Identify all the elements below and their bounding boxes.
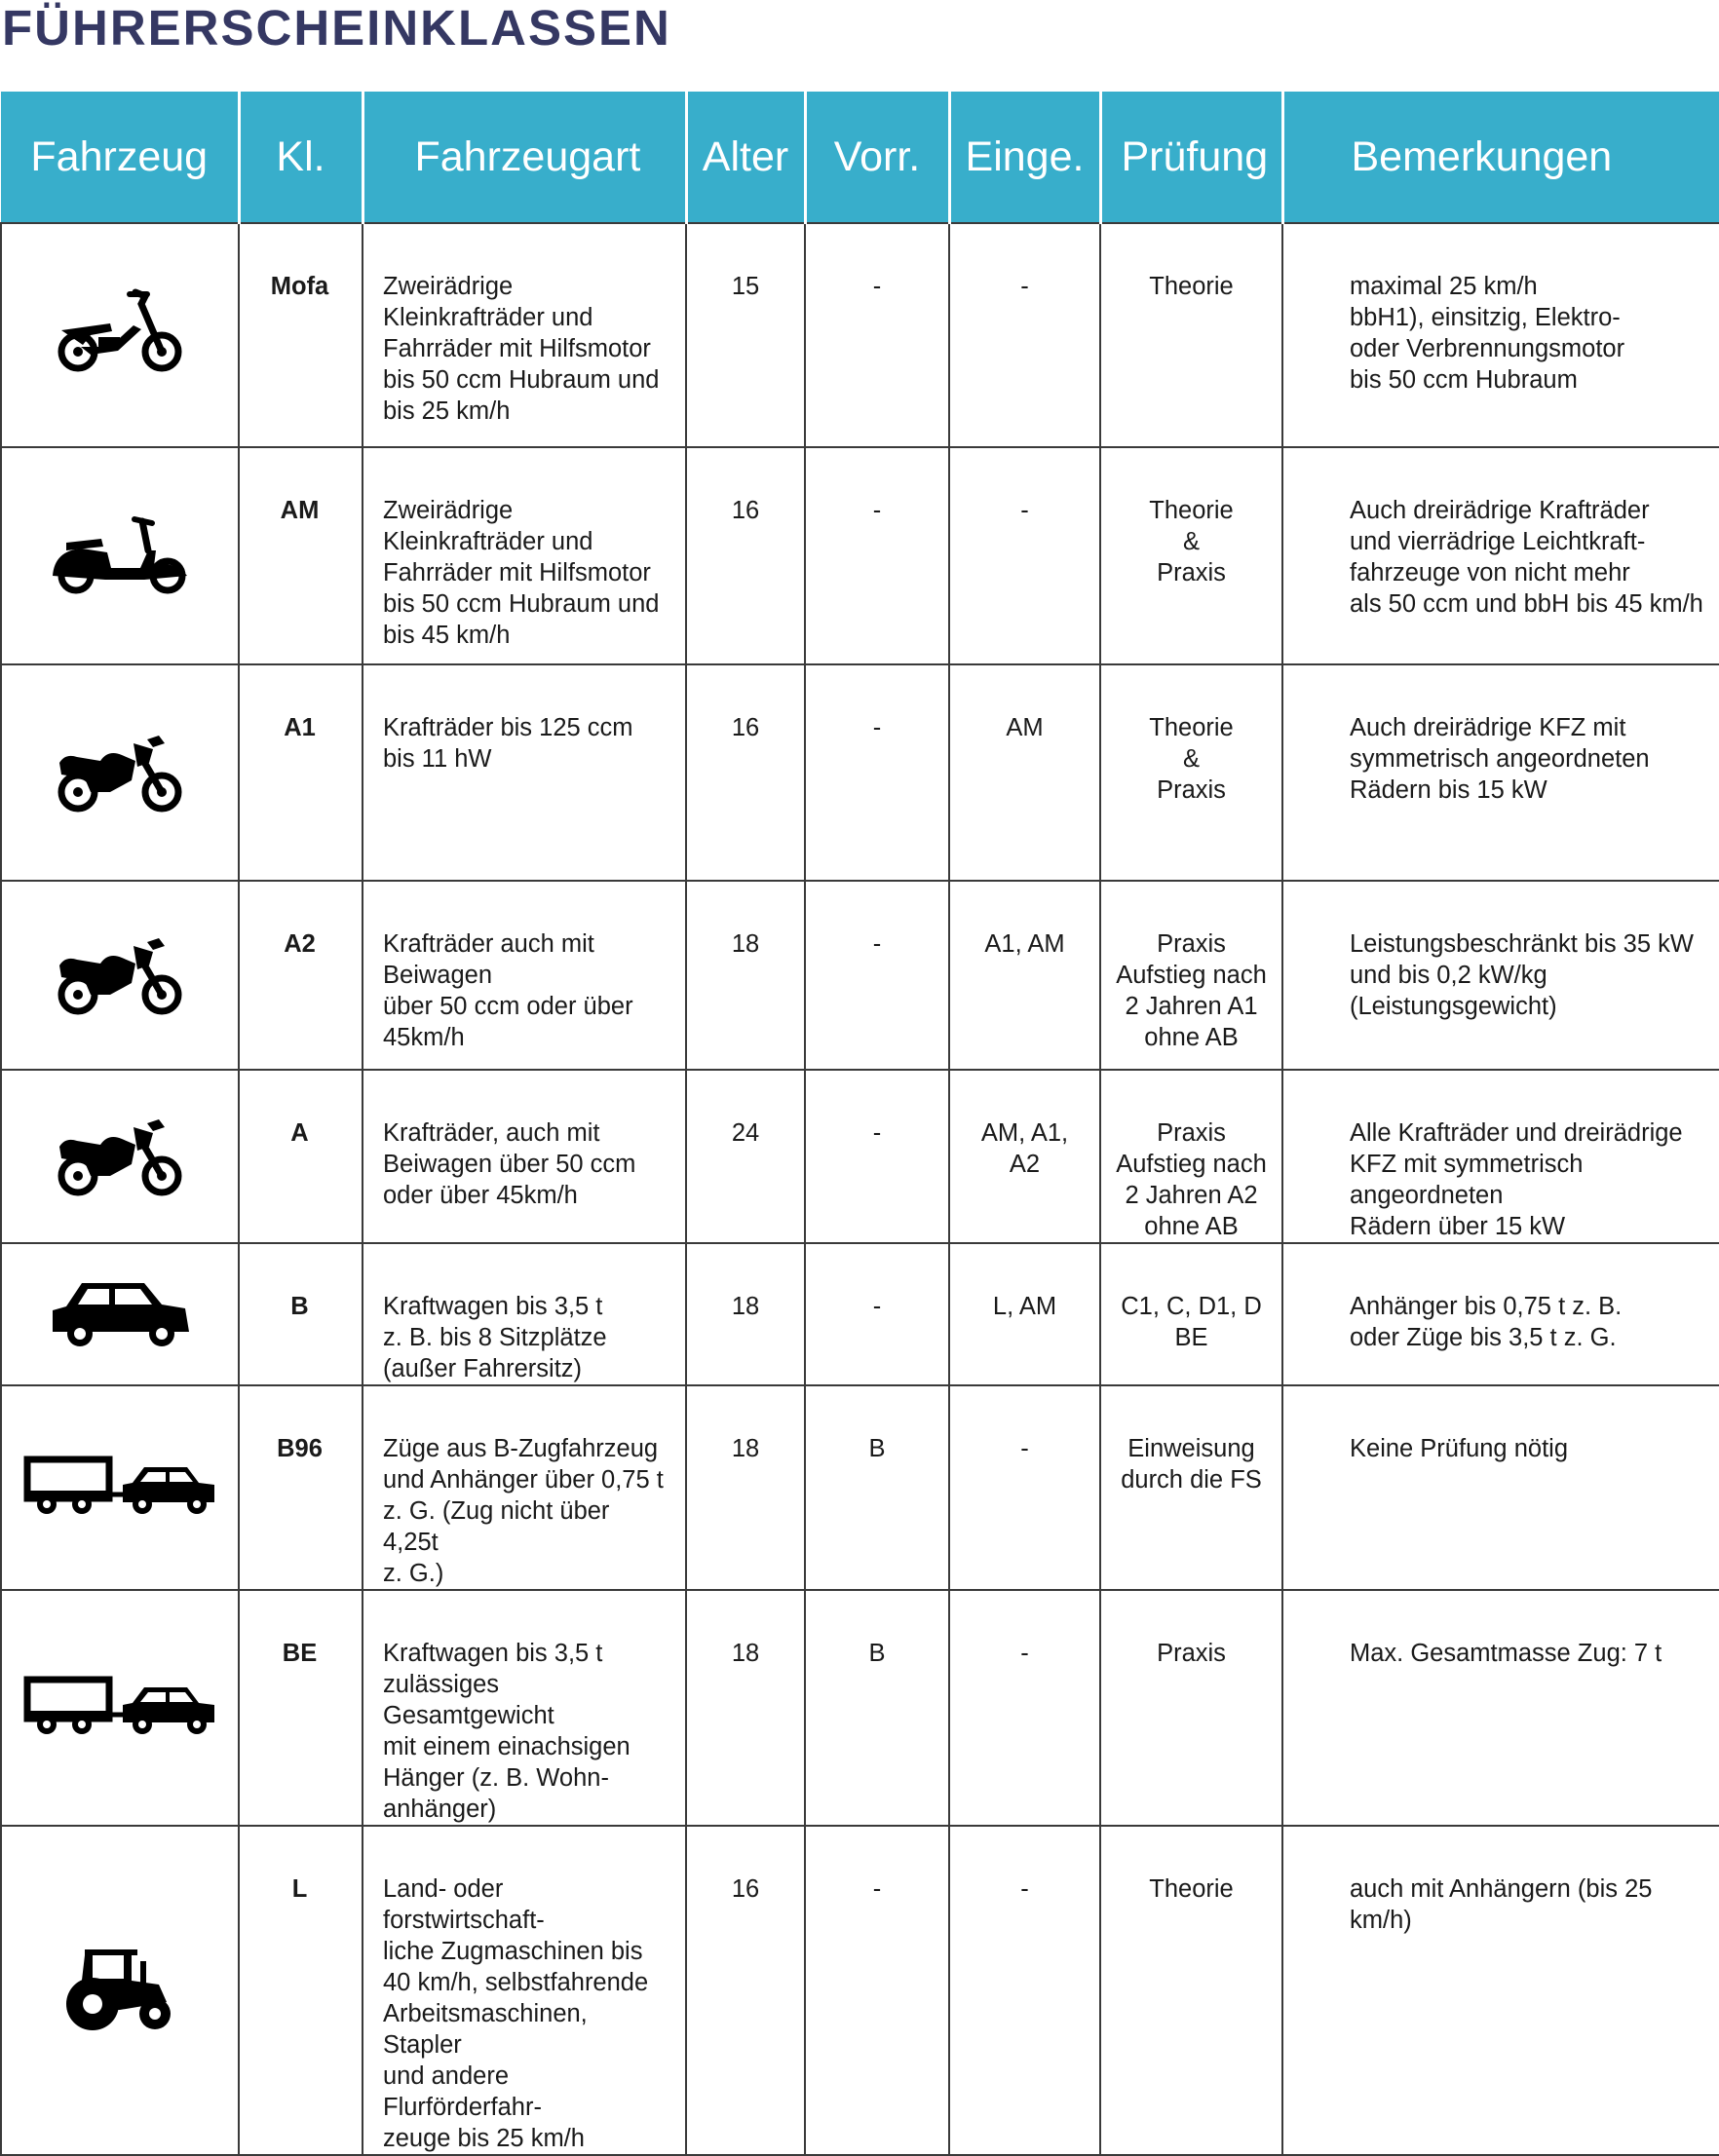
exam-cell: Theorie [1100,223,1282,447]
prerequisite-cell: - [805,223,949,447]
vehicle-type-cell: Krafträder bis 125 ccm bis 11 hW [363,664,686,881]
included-cell: - [949,447,1100,664]
class-cell: B96 [239,1385,363,1590]
table-row [1,1826,1719,2155]
vehicle-icon-cell [1,223,239,447]
vehicle-icon-cell [1,1070,239,1243]
vehicle-type-cell: Kraftwagen bis 3,5 t zulässiges Gesamtgewicht mit einem einachsigen Hänger (z. B. Wohn- anhänger) [363,1590,686,1826]
prerequisite-cell: - [805,664,949,881]
included-cell: - [949,1590,1100,1826]
car-icon [47,1300,193,1327]
prerequisite-cell: B [805,1590,949,1826]
vehicle-icon-cell [1,1243,239,1385]
vehicle-icon-cell [1,1385,239,1590]
exam-cell: Theorie & Praxis [1100,447,1282,664]
license-classes-table [0,92,1719,2156]
age-cell: 16 [686,664,805,881]
included-cell: A1, AM [949,881,1100,1070]
remarks-cell: auch mit Anhängern (bis 25 km/h) [1282,1826,1719,2155]
header-vorr: Vorr. [805,92,949,223]
header-bemerkungen: Bemerkungen [1282,92,1719,223]
remarks-cell: Max. Gesamtmasse Zug: 7 t [1282,1590,1719,1826]
age-cell: 18 [686,881,805,1070]
header-pruefung: Prüfung [1100,92,1282,223]
remarks-cell: Keine Prüfung nötig [1282,1385,1719,1590]
motorcycle-icon [52,961,188,988]
prerequisite-cell: - [805,1070,949,1243]
age-cell: 18 [686,1590,805,1826]
table-row [1,664,1719,881]
exam-cell: Theorie [1100,1826,1282,2155]
remarks-cell: Anhänger bis 0,75 t z. B. oder Züge bis 3,5 t z. G. [1282,1243,1719,1385]
table-row [1,1070,1719,1243]
header-kl: Kl. [239,92,363,223]
age-cell: 16 [686,1826,805,2155]
included-cell: AM [949,664,1100,881]
motorcycle-icon [52,1142,188,1169]
prerequisite-cell: - [805,881,949,1070]
class-cell: B [239,1243,363,1385]
age-cell: 24 [686,1070,805,1243]
vehicle-icon-cell [1,447,239,664]
vehicle-type-cell: Land- oder forstwirtschaft- liche Zugmaschinen bis 40 km/h, selbstfahrende Arbeitsmaschinen, Stapler und andere Flurförderfahr- zeuge bis 25 km/h [363,1826,686,2155]
table-row [1,223,1719,447]
class-cell: A2 [239,881,363,1070]
class-cell: Mofa [239,223,363,447]
exam-cell: C1, C, D1, D BE [1100,1243,1282,1385]
vehicle-icon-cell [1,1826,239,2155]
table-header [1,92,1719,223]
included-cell: - [949,223,1100,447]
motorcycle-icon [52,758,188,785]
included-cell: AM, A1, A2 [949,1070,1100,1243]
age-cell: 16 [686,447,805,664]
remarks-cell: Auch dreirädrige KFZ mit symmetrisch angeordneten Rädern bis 15 kW [1282,664,1719,881]
prerequisite-cell: - [805,1243,949,1385]
page-title: FÜHRERSCHEINKLASSEN [2,0,671,56]
class-cell: AM [239,447,363,664]
exam-cell: Theorie & Praxis [1100,664,1282,881]
table-row [1,1590,1719,1826]
age-cell: 18 [686,1385,805,1590]
exam-cell: Praxis [1100,1590,1282,1826]
tractor-icon [61,1976,178,2003]
vehicle-icon-cell [1,881,239,1070]
included-cell: L, AM [949,1243,1100,1385]
prerequisite-cell: - [805,1826,949,2155]
table-row [1,1243,1719,1385]
exam-cell: Praxis Aufstieg nach 2 Jahren A2 ohne AB [1100,1070,1282,1243]
prerequisite-cell: - [805,447,949,664]
header-fahrzeugart: Fahrzeugart [363,92,686,223]
included-cell: - [949,1385,1100,1590]
vehicle-icon-cell [1,1590,239,1826]
age-cell: 15 [686,223,805,447]
header-alter: Alter [686,92,805,223]
class-cell: A1 [239,664,363,881]
vehicle-type-cell: Zweirädrige Kleinkrafträder und Fahrräder mit Hilfsmotor bis 50 ccm Hubraum und bis 25 km/h [363,223,686,447]
moped-icon [52,321,188,348]
header-fahrzeug: Fahrzeug [1,92,239,223]
car-trailer-icon [23,1693,216,1721]
class-cell: L [239,1826,363,2155]
vehicle-type-cell: Züge aus B-Zugfahrzeug und Anhänger über 0,75 t z. G. (Zug nicht über 4,25t z. G.) [363,1385,686,1590]
class-cell: BE [239,1590,363,1826]
class-cell: A [239,1070,363,1243]
remarks-cell: maximal 25 km/h bbH1), einsitzig, Elektro- oder Verbrennungsmotor bis 50 ccm Hubraum [1282,223,1719,447]
vehicle-type-cell: Krafträder auch mit Beiwagen über 50 ccm oder über 45km/h [363,881,686,1070]
vehicle-type-cell: Kraftwagen bis 3,5 t z. B. bis 8 Sitzplätze (außer Fahrersitz) [363,1243,686,1385]
remarks-cell: Leistungsbeschränkt bis 35 kW und bis 0,2 kW/kg (Leistungsgewicht) [1282,881,1719,1070]
included-cell: - [949,1826,1100,2155]
age-cell: 18 [686,1243,805,1385]
exam-cell: Praxis Aufstieg nach 2 Jahren A1 ohne AB [1100,881,1282,1070]
table-row [1,881,1719,1070]
prerequisite-cell: B [805,1385,949,1590]
remarks-cell: Alle Krafträder und dreirädrige KFZ mit symmetrisch angeordneten Rädern über 15 kW [1282,1070,1719,1243]
vehicle-type-cell: Zweirädrige Kleinkrafträder und Fahrräder mit Hilfsmotor bis 50 ccm Hubraum und bis 45 km/h [363,447,686,664]
car-trailer-icon [23,1473,216,1500]
table-row [1,447,1719,664]
table-row [1,1385,1719,1590]
header-einge: Einge. [949,92,1100,223]
remarks-cell: Auch dreirädrige Krafträder und vierrädrige Leichtkraft- fahrzeuge von nicht mehr als 50 ccm und bbH bis 45 km/h [1282,447,1719,664]
vehicle-type-cell: Krafträder, auch mit Beiwagen über 50 ccm oder über 45km/h [363,1070,686,1243]
scooter-icon [47,541,193,568]
vehicle-icon-cell [1,664,239,881]
exam-cell: Einweisung durch die FS [1100,1385,1282,1590]
